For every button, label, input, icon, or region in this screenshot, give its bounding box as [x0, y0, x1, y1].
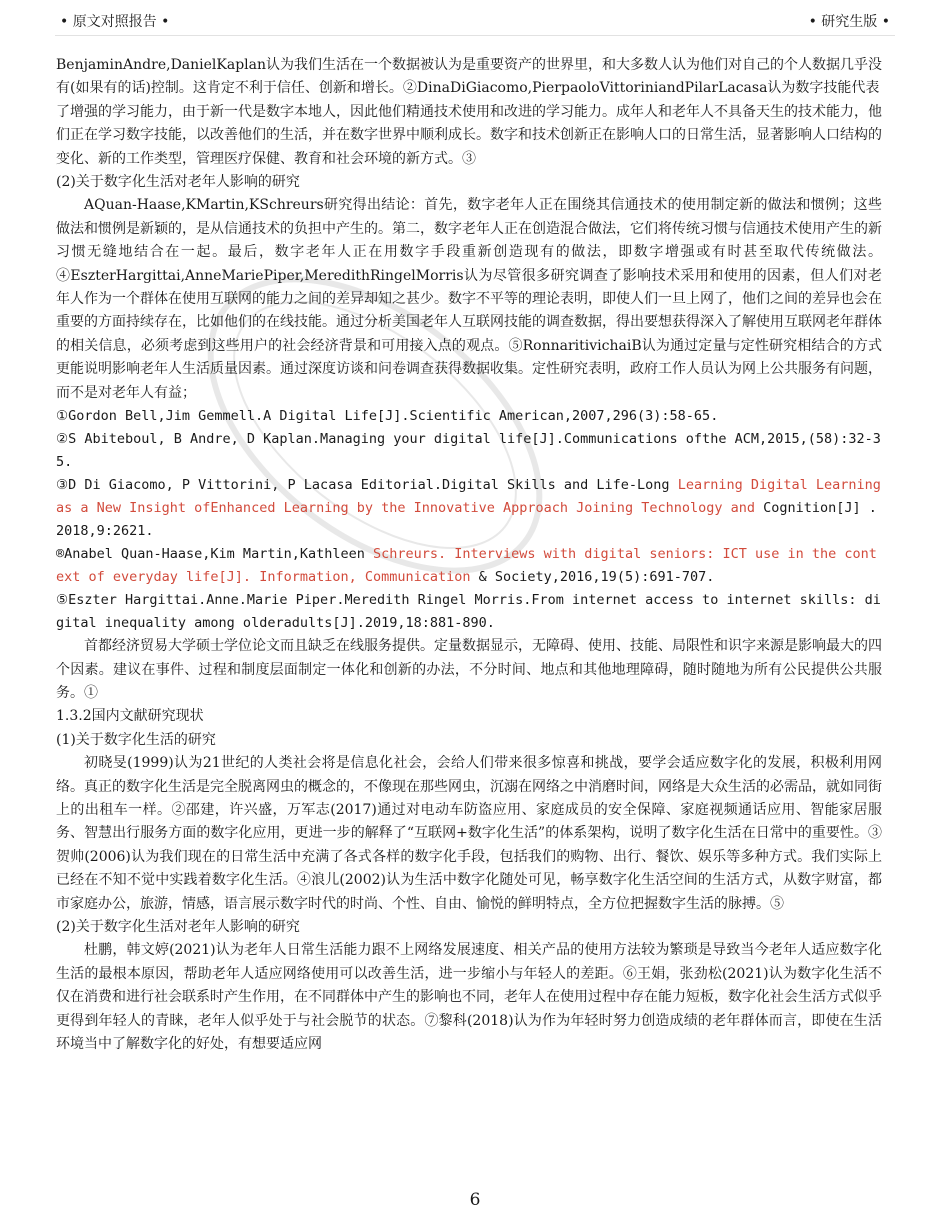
- footnote-5: ⑤Eszter Hargittai.Anne.Marie Piper.Meredith Ringel Morris.From internet access to internet skills: digital inequality among olderadults[J].2019,18:881-890.: [56, 592, 881, 632]
- header-divider: [55, 35, 895, 36]
- paragraph-domestic-research-1: 初晓旻(1999)认为21世纪的人类社会将是信息化社会，会给人们带来很多惊喜和挑战，要学会适应数字化的发展，积极利用网络。真正的数字化生活是完全脱离网虫的概念的，不像现在那些网虫，沉溺在网络之中消磨时间，网络是大众生活的必需品，就如同街上的出租车一样。②邵建，许兴盛，万军志(2017)通过对电动车防盗应用、家庭成员的安全保障、家庭视频通话应用、智能家居服务、智慧出行服务方面的数字化应用，更进一步的解释了“互联网+数字化生活”的体系架构，说明了数字化生活在日常中的重要性。③贺帅(2006)认为我们现在的日常生活中充满了各式各样的数字化手段，包括我们的购物、出行、餐饮、娱乐等多种方式。我们实际上已经在不知不觉中实践着数字化生活。④浪儿(2002)认为生活中数字化随处可见，畅享数字化生活空间的生活方式，从数字财富，都市家庭办公，旅游，情感，语言展示数字时代的时尚、个性、自由、愉悦的鲜明特点，全方位把握数字生活的脉搏。⑤: [56, 755, 882, 912]
- document-body: [56, 54, 882, 1056]
- page-header: [60, 10, 890, 32]
- paragraph-foreign-research-2: AQuan-Haase,KMartin,KSchreurs研究得出结论：首先，数字老年人正在围绕其信通技术的使用制定新的做法和惯例；这些做法和惯例是新颖的，是从信通技术的负担中产生的。第二，数字老年人正在创造混合做法，它们将传统习惯与信通技术使用产生的新习惯无缝地结合在一起。最后，数字老年人正在用数字手段重新创造现有的做法，即数字增强或有时甚至取代传统做法。④EszterHargittai,AnneMariePiper,MeredithRingelMorris认为尽管很多研究调查了影响技术采用和使用的因素，但人们对老年人作为一个群体在使用互联网的能力之间的差异却知之甚少。数字不平等的理论表明，即使人们一旦上网了，他们之间的差异也会在重要的方面持续存在，比如他们的在线技能。通过分析美国老年人互联网技能的调查数据，得出要想获得深入了解使用互联网老年群体的相关信息，必须考虑到这些用户的社会经济背景和可用接入点的观点。⑤RonnaritivichaiB认为通过定量与定性研究相结合的方式更能说明影响老年人生活质量因素。通过深度访谈和问卷调查获得数据收集。定性研究表明，政府工作人员认为网上公共服务有问题，而不是对老年人有益；: [56, 197, 882, 401]
- footnote-4-highlight: Schreurs. Interviews with digital seniors: ICT use in the context of everyday life[J]. Information, Communication: [56, 546, 877, 586]
- footnote-4: [56, 543, 882, 589]
- footnote-3-text: ③D Di Giacomo, P Vittorini, P Lacasa Editorial.Digital Skills and Life-Long: [56, 477, 678, 494]
- paragraph-foreign-research-3: 首都经济贸易大学硕士学位论文而且缺乏在线服务提供。定量数据显示，无障碍、使用、技能、局限性和识字来源是影响最大的四个因素。建议在事件、过程和制度层面制定一体化和创新的办法，不分时间、地点和其他地理障碍，随时随地为所有公民提供公共服务。①: [56, 638, 882, 701]
- section-heading: 1.3.2国内文献研究现状: [56, 708, 204, 725]
- footnote-4-tail: & Society,2016,19(5):691-707.: [470, 569, 715, 586]
- footnote-1: ①Gordon Bell,Jim Gemmell.A Digital Life[J].Scientific American,2007,296(3):58-65.: [56, 408, 719, 425]
- section-heading: (2)关于数字化生活对老年人影响的研究: [56, 174, 300, 191]
- paragraph-foreign-research-1: BenjaminAndre,DanielKaplan认为我们生活在一个数据被认为是重要资产的世界里，和大多数人认为他们对自己的个人数据几乎没有(如果有的话)控制。这肯定不利于信任、创新和增长。②DinaDiGiacomo,PierpaoloVittoriniandPilarLacasa认为数字技能代表了增强的学习能力，由于新一代是数字本地人，因此他们精通技术使用和改进的学习能力。成年人和老年人不具备天生的技术能力，他们正在学习数字技能，以改善他们的生活，并在数字世界中顺利成长。数字和技术创新正在影响人口的日常生活，显著影响人口结构的变化、新的工作类型，管理医疗保健、教育和社会环境的新方式。③: [56, 57, 882, 167]
- footnote-4-text: ®Anabel Quan-Haase,Kim Martin,Kathleen: [56, 546, 373, 563]
- section-heading: (1)关于数字化生活的研究: [56, 731, 216, 748]
- header-report-label: • 原文对照报告 •: [60, 14, 170, 30]
- footnote-2: ②S Abiteboul, B Andre, D Kaplan.Managing your digital life[J].Communications ofthe ACM,2015,(58):32-35.: [56, 431, 881, 471]
- header-edition-label: • 研究生版 •: [808, 14, 890, 30]
- page-number: 6: [469, 1190, 481, 1210]
- section-heading: (2)关于数字化生活对老年人影响的研究: [56, 918, 300, 935]
- footnote-3-highlight: Learning Digital Learning as a New Insight ofEnhanced Learning by the Innovative Approach Joining Technology and: [56, 477, 881, 517]
- paragraph-domestic-research-2: 杜鹏，韩文婷(2021)认为老年人日常生活能力跟不上网络发展速度、相关产品的使用方法较为繁琐是导致当今老年人适应数字化生活的最根本原因，帮助老年人适应网络使用可以改善生活，进一步缩小与年轻人的差距。⑥王娟，张劲松(2021)认为数字化生活不仅在消费和进行社会联系时产生作用，在不同群体中产生的影响也不同，老年人在使用过程中存在能力短板，数字化社会生活方式似乎更得到年轻人的青睐，老年人似乎处于与社会脱节的状态。⑦黎科(2018)认为作为年轻时努力创造成绩的老年群体而言，即使在生活环境当中了解数字化的好处，有想要适应网: [56, 942, 882, 1052]
- footnote-3: [56, 474, 882, 543]
- footnote-3-tail: Cognition[J] .2018,9:2621.: [56, 500, 877, 540]
